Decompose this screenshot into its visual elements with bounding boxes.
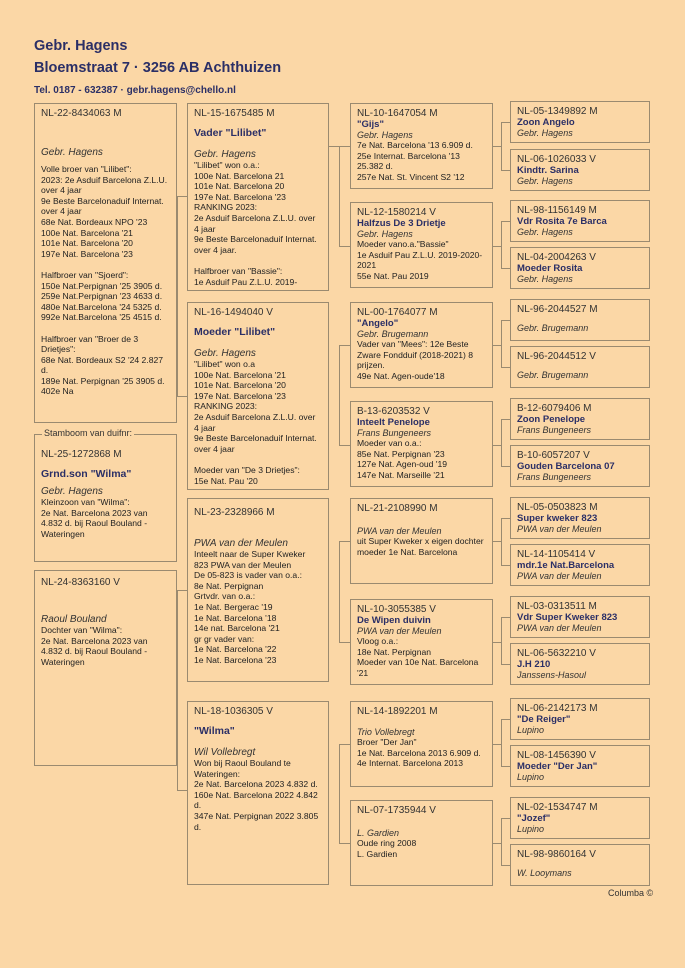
ring-number: B-10-6057207 V (517, 450, 590, 461)
ring-number: NL-00-1764077 M (357, 307, 438, 318)
connector-line (493, 345, 501, 346)
grandparent-box (350, 498, 493, 584)
connector-line (501, 818, 510, 819)
description: Moeder van o.a.: 85e Nat. Perpignan '23 127e Nat. Agen-oud '19 147e Nat. Marseille '21 (357, 438, 448, 480)
grandparent-box (350, 302, 493, 388)
great-grandparent-box (510, 445, 650, 487)
great-grandparent-box (510, 797, 650, 839)
connector-line (493, 744, 501, 745)
owner: PWA van der Meulen (517, 524, 602, 534)
owner: Gebr. Hagens (357, 130, 413, 140)
connector-line (339, 642, 350, 643)
connector-line (339, 146, 340, 246)
connector-line (501, 565, 510, 566)
owner: Wil Vollebregt (194, 747, 256, 758)
great-grandparent-box (510, 346, 650, 388)
parent-box (187, 302, 329, 490)
ring-number: NL-96-2044527 M (517, 304, 598, 315)
description: Broer "Der Jan" 1e Nat. Barcelona 2013 6.909 d. 4e Internat. Barcelona 2013 (357, 737, 481, 769)
connector-line (339, 246, 350, 247)
connector-line (339, 541, 340, 642)
connector-line (339, 146, 350, 147)
great-grandparent-box (510, 544, 650, 586)
great-grandparent-box (510, 200, 650, 242)
stamboom-pigeon (34, 434, 177, 562)
great-grandparent-box (510, 101, 650, 143)
ring-number: B-12-6079406 M (517, 403, 592, 414)
connector-line (493, 541, 501, 542)
grandparent-box (350, 401, 493, 487)
ring-number: NL-04-2004263 V (517, 252, 596, 263)
grandparent-box (350, 701, 493, 787)
ring-number: NL-07-1735944 V (357, 805, 436, 816)
owner: Gebr. Brugemann (517, 323, 589, 333)
connector-line (501, 664, 510, 665)
description: Kleinzoon van "Wilma": 2e Nat. Barcelona 2023 van 4.832 d. bij Raoul Bouland - Wateringen (41, 497, 148, 539)
header-address: Bloemstraat 7 · 3256 AB Achthuizen (34, 60, 282, 76)
connector-line (501, 122, 510, 123)
owner: PWA van der Meulen (357, 626, 442, 636)
great-grandparent-box (510, 596, 650, 638)
header-name: Gebr. Hagens (34, 38, 128, 54)
connector-line (501, 221, 502, 268)
connector-line (501, 268, 510, 269)
ring-number: NL-06-5632210 V (517, 648, 596, 659)
connector-line (501, 617, 502, 664)
dam-subject (34, 570, 177, 766)
ring-number: NL-98-9860164 V (517, 849, 596, 860)
ring-number: NL-05-0503823 M (517, 502, 598, 513)
owner: Janssens-Hasoul (517, 670, 587, 680)
owner: Frans Bungeneers (517, 472, 592, 482)
ring-number: NL-98-1156149 M (517, 205, 597, 216)
ring-number: NL-14-1105414 V (517, 549, 596, 560)
connector-line (501, 818, 502, 865)
connector-line (177, 790, 187, 791)
subject-pigeon (34, 103, 177, 423)
pigeon-name: "Jozef" (517, 813, 551, 824)
owner: Gebr. Brugemann (357, 329, 429, 339)
connector-line (501, 518, 510, 519)
description: "Lilibet" won o.a 100e Nat. Barcelona '21 101e Nat. Barcelona '20 197e Nat. Barcelona '23 RANKING 2023: 2e Asduif Barcelona Z.L.U. over 4 jaar 9e Beste Barcelonaduif Internat. over 4 jaar Moeder van "De 3 Drietjes": 15e Nat. Pau '20 (194, 359, 317, 486)
owner: Frans Bungeneers (357, 428, 432, 438)
connector-line (177, 196, 178, 396)
grandparent-box (350, 103, 493, 189)
connector-line (493, 843, 501, 844)
connector-line (493, 246, 501, 247)
pigeon-name: Moeder "Lilibet" (194, 326, 276, 338)
description: Inteelt naar de Super Kweker 823 PWA van der Meulen De 05-823 is vader van o.a.: 8e Nat. Perpignan Grtvdr. van o.a.: 1e Nat. Bergerac '19 1e Nat. Barcelona '18 14e nat. Barcelona '21 gr gr vader van: 1e Nat. Barcelona '22 1e Nat. Barcelona '23 (194, 549, 306, 665)
description: Moeder vano.a."Bassie" 1e Asduif Pau Z.L.U. 2019-2020-2021 55e Nat. Pau 2019 (357, 239, 483, 281)
owner: Trio Vollebregt (357, 727, 415, 737)
great-grandparent-box (510, 247, 650, 289)
pigeon-name: Zoon Penelope (517, 414, 586, 425)
connector-line (493, 642, 501, 643)
connector-line (501, 170, 510, 171)
description: uit Super Kweker x eigen dochter moeder 1e Nat. Barcelona (357, 536, 484, 557)
connector-line (177, 590, 178, 790)
connector-line (501, 719, 502, 766)
pigeon-name: Super kweker 823 (517, 513, 598, 524)
description: Volle broer van "Lilibet": 2023: 2e Asduif Barcelona Z.L.U. over 4 jaar 9e Beste Barcelonaduif Internat. over 4 jaar 68e Nat. Bordeaux NPO '23 100e Nat. Barcelona '21 101e Nat. Barcelona '20 197e Nat. Barcelona '23 Halfbroer van "Sjoerd": 150e Nat.Perpignan '25 3905 d. 259e Nat.Perpignan '23 4633 d. 480e Nat.Barcelona '24 5325 d. 992e Nat.Barcelona '25 4515 d. Halfbroer van "Broer de 3 Drietjes": 68e Nat. Bordeaux S2 '24 2.827 d. 189e Nat. Perpignan '25 3905 d. 402e Na (41, 164, 168, 397)
connector-line (329, 146, 339, 147)
connector-line (177, 196, 187, 197)
ring-number: NL-16-1494040 V (194, 307, 273, 318)
pigeon-name: "Angelo" (357, 318, 399, 329)
owner: PWA van der Meulen (357, 526, 442, 536)
great-grandparent-box (510, 497, 650, 539)
connector-line (339, 744, 340, 843)
ring-number: NL-02-1534747 M (517, 802, 598, 813)
owner: Lupino (517, 824, 545, 834)
ring-number: NL-08-1456390 V (517, 750, 596, 761)
ring-number: NL-06-2142173 M (517, 703, 598, 714)
connector-line (501, 518, 502, 565)
pigeon-name: "De Reiger" (517, 714, 571, 725)
owner: Lupino (517, 725, 545, 735)
owner: Gebr. Hagens (517, 176, 573, 186)
parent-box (187, 103, 329, 291)
pigeon-name: Gouden Barcelona 07 (517, 461, 615, 472)
owner: Gebr. Hagens (41, 486, 103, 497)
owner: L. Gardien (357, 828, 400, 838)
owner: Gebr. Hagens (517, 274, 573, 284)
great-grandparent-box (510, 398, 650, 440)
owner: Gebr. Hagens (357, 229, 413, 239)
ring-number: NL-23-2328966 M (194, 507, 275, 518)
pigeon-name: "Gijs" (357, 119, 384, 130)
connector-line (177, 396, 187, 397)
owner: W. Looymans (517, 868, 572, 878)
pigeon-name: "Wilma" (194, 725, 235, 737)
connector-line (339, 843, 350, 844)
header-contact: Tel. 0187 - 632387 · gebr.hagens@chello.nl (34, 85, 236, 96)
owner: PWA van der Meulen (517, 571, 602, 581)
connector-line (501, 367, 510, 368)
connector-line (501, 766, 510, 767)
great-grandparent-box (510, 698, 650, 740)
pigeon-name: Moeder Rosita (517, 263, 583, 274)
owner: Raoul Bouland (41, 614, 107, 625)
owner: Lupino (517, 772, 545, 782)
pigeon-name: Vdr Rosita 7e Barca (517, 216, 607, 227)
grandparent-box (350, 800, 493, 886)
description: Won bij Raoul Bouland te Wateringen: 2e Nat. Barcelona 2023 4.832 d. 160e Nat. Barcelona 2022 4.842 d. 347e Nat. Perpignan 2022 3.805 d. (194, 758, 319, 832)
connector-line (339, 445, 350, 446)
connector-line (501, 617, 510, 618)
connector-line (501, 865, 510, 866)
description: "Lilibet" won o.a.: 100e Nat. Barcelona 21 101e Nat. Barcelona 20 197e Nat. Barcelona '23 RANKING 2023: 2e Asduif Barcelona Z.L.U. over 4 jaar 9e Beste Barcelonaduif Internat. over 4 jaar. Halfbroer van "Bassie": 1e Asduif Pau Z.L.U. 2019- (194, 160, 317, 287)
description: 7e Nat. Barcelona '13 6.909 d. 25e Internat. Barcelona '13 25.382 d. 257e Nat. St. Vincent S2 '12 (357, 140, 473, 182)
connector-line (339, 345, 350, 346)
pigeon-name: mdr.1e Nat.Barcelona (517, 560, 615, 571)
connector-line (501, 719, 510, 720)
connector-line (501, 320, 502, 367)
pigeon-name: Grnd.son "Wilma" (41, 468, 132, 480)
description: Oude ring 2008 L. Gardien (357, 838, 417, 859)
connector-line (501, 419, 502, 466)
pigeon-name: Moeder "Der Jan" (517, 761, 598, 772)
pigeon-name: Kindtr. Sarina (517, 165, 579, 176)
owner: Frans Bungeneers (517, 425, 592, 435)
ring-number: NL-03-0313511 M (517, 601, 597, 612)
connector-line (493, 445, 501, 446)
connector-line (177, 590, 187, 591)
connector-line (493, 146, 501, 147)
connector-line (339, 345, 340, 445)
ring-number: NL-12-1580214 V (357, 207, 436, 218)
pigeon-name: J.H 210 (517, 659, 551, 670)
ring-number: NL-14-1892201 M (357, 706, 438, 717)
ring-number: NL-10-3055385 V (357, 604, 436, 615)
pigeon-name: De Wipen duivin (357, 615, 431, 626)
owner: Gebr. Hagens (517, 128, 573, 138)
owner: Gebr. Hagens (517, 227, 573, 237)
ring-number: NL-96-2044512 V (517, 351, 596, 362)
great-grandparent-box (510, 745, 650, 787)
pigeon-name: Zoon Angelo (517, 117, 575, 128)
ring-number: NL-25-1272868 M (41, 449, 122, 460)
parent-box (187, 498, 329, 682)
great-grandparent-box (510, 299, 650, 341)
great-grandparent-box (510, 149, 650, 191)
connector-line (501, 466, 510, 467)
parent-box (187, 701, 329, 885)
owner: Gebr. Hagens (41, 147, 103, 158)
connector-line (501, 221, 510, 222)
connector-line (501, 320, 510, 321)
ring-number: NL-18-1036305 V (194, 706, 273, 717)
ring-number: NL-21-2108990 M (357, 503, 438, 514)
ring-number: B-13-6203532 V (357, 406, 430, 417)
connector-line (339, 541, 350, 542)
ring-number: NL-15-1675485 M (194, 108, 275, 119)
stamboom-label: Stamboom van duifnr: (44, 428, 133, 438)
pigeon-name: Vdr Super Kweker 823 (517, 612, 618, 623)
owner: Gebr. Hagens (194, 348, 256, 359)
ring-number: NL-22-8434063 M (41, 108, 122, 119)
description: Vader van "Mees": 12e Beste Zware Fondduif (2018-2021) 8 prijzen. 49e Nat. Agen-oude'18 (357, 339, 474, 381)
ring-number: NL-06-1026033 V (517, 154, 596, 165)
ring-number: NL-05-1349892 M (517, 106, 598, 117)
description: Dochter van "Wilma": 2e Nat. Barcelona 2023 van 4.832 d. bij Raoul Bouland - Wateringen (41, 625, 148, 667)
owner: Gebr. Brugemann (517, 370, 589, 380)
description: Vloog o.a.: 18e Nat. Perpignan Moeder van 10e Nat. Barcelona '21 (357, 636, 479, 678)
connector-line (501, 419, 510, 420)
connector-line (501, 122, 502, 170)
great-grandparent-box (510, 643, 650, 685)
grandparent-box (350, 599, 493, 685)
connector-line (339, 744, 350, 745)
owner: PWA van der Meulen (517, 623, 602, 633)
pigeon-name: Halfzus De 3 Drietje (357, 218, 446, 229)
grandparent-box (350, 202, 493, 288)
owner: Gebr. Hagens (194, 149, 256, 160)
ring-number: NL-24-8363160 V (41, 577, 120, 588)
footer-credit: Columba © (608, 888, 654, 898)
owner: PWA van der Meulen (194, 538, 288, 549)
pigeon-name: Inteelt Penelope (357, 417, 430, 428)
pigeon-name: Vader "Lilibet" (194, 127, 267, 139)
ring-number: NL-10-1647054 M (357, 108, 438, 119)
great-grandparent-box (510, 844, 650, 886)
